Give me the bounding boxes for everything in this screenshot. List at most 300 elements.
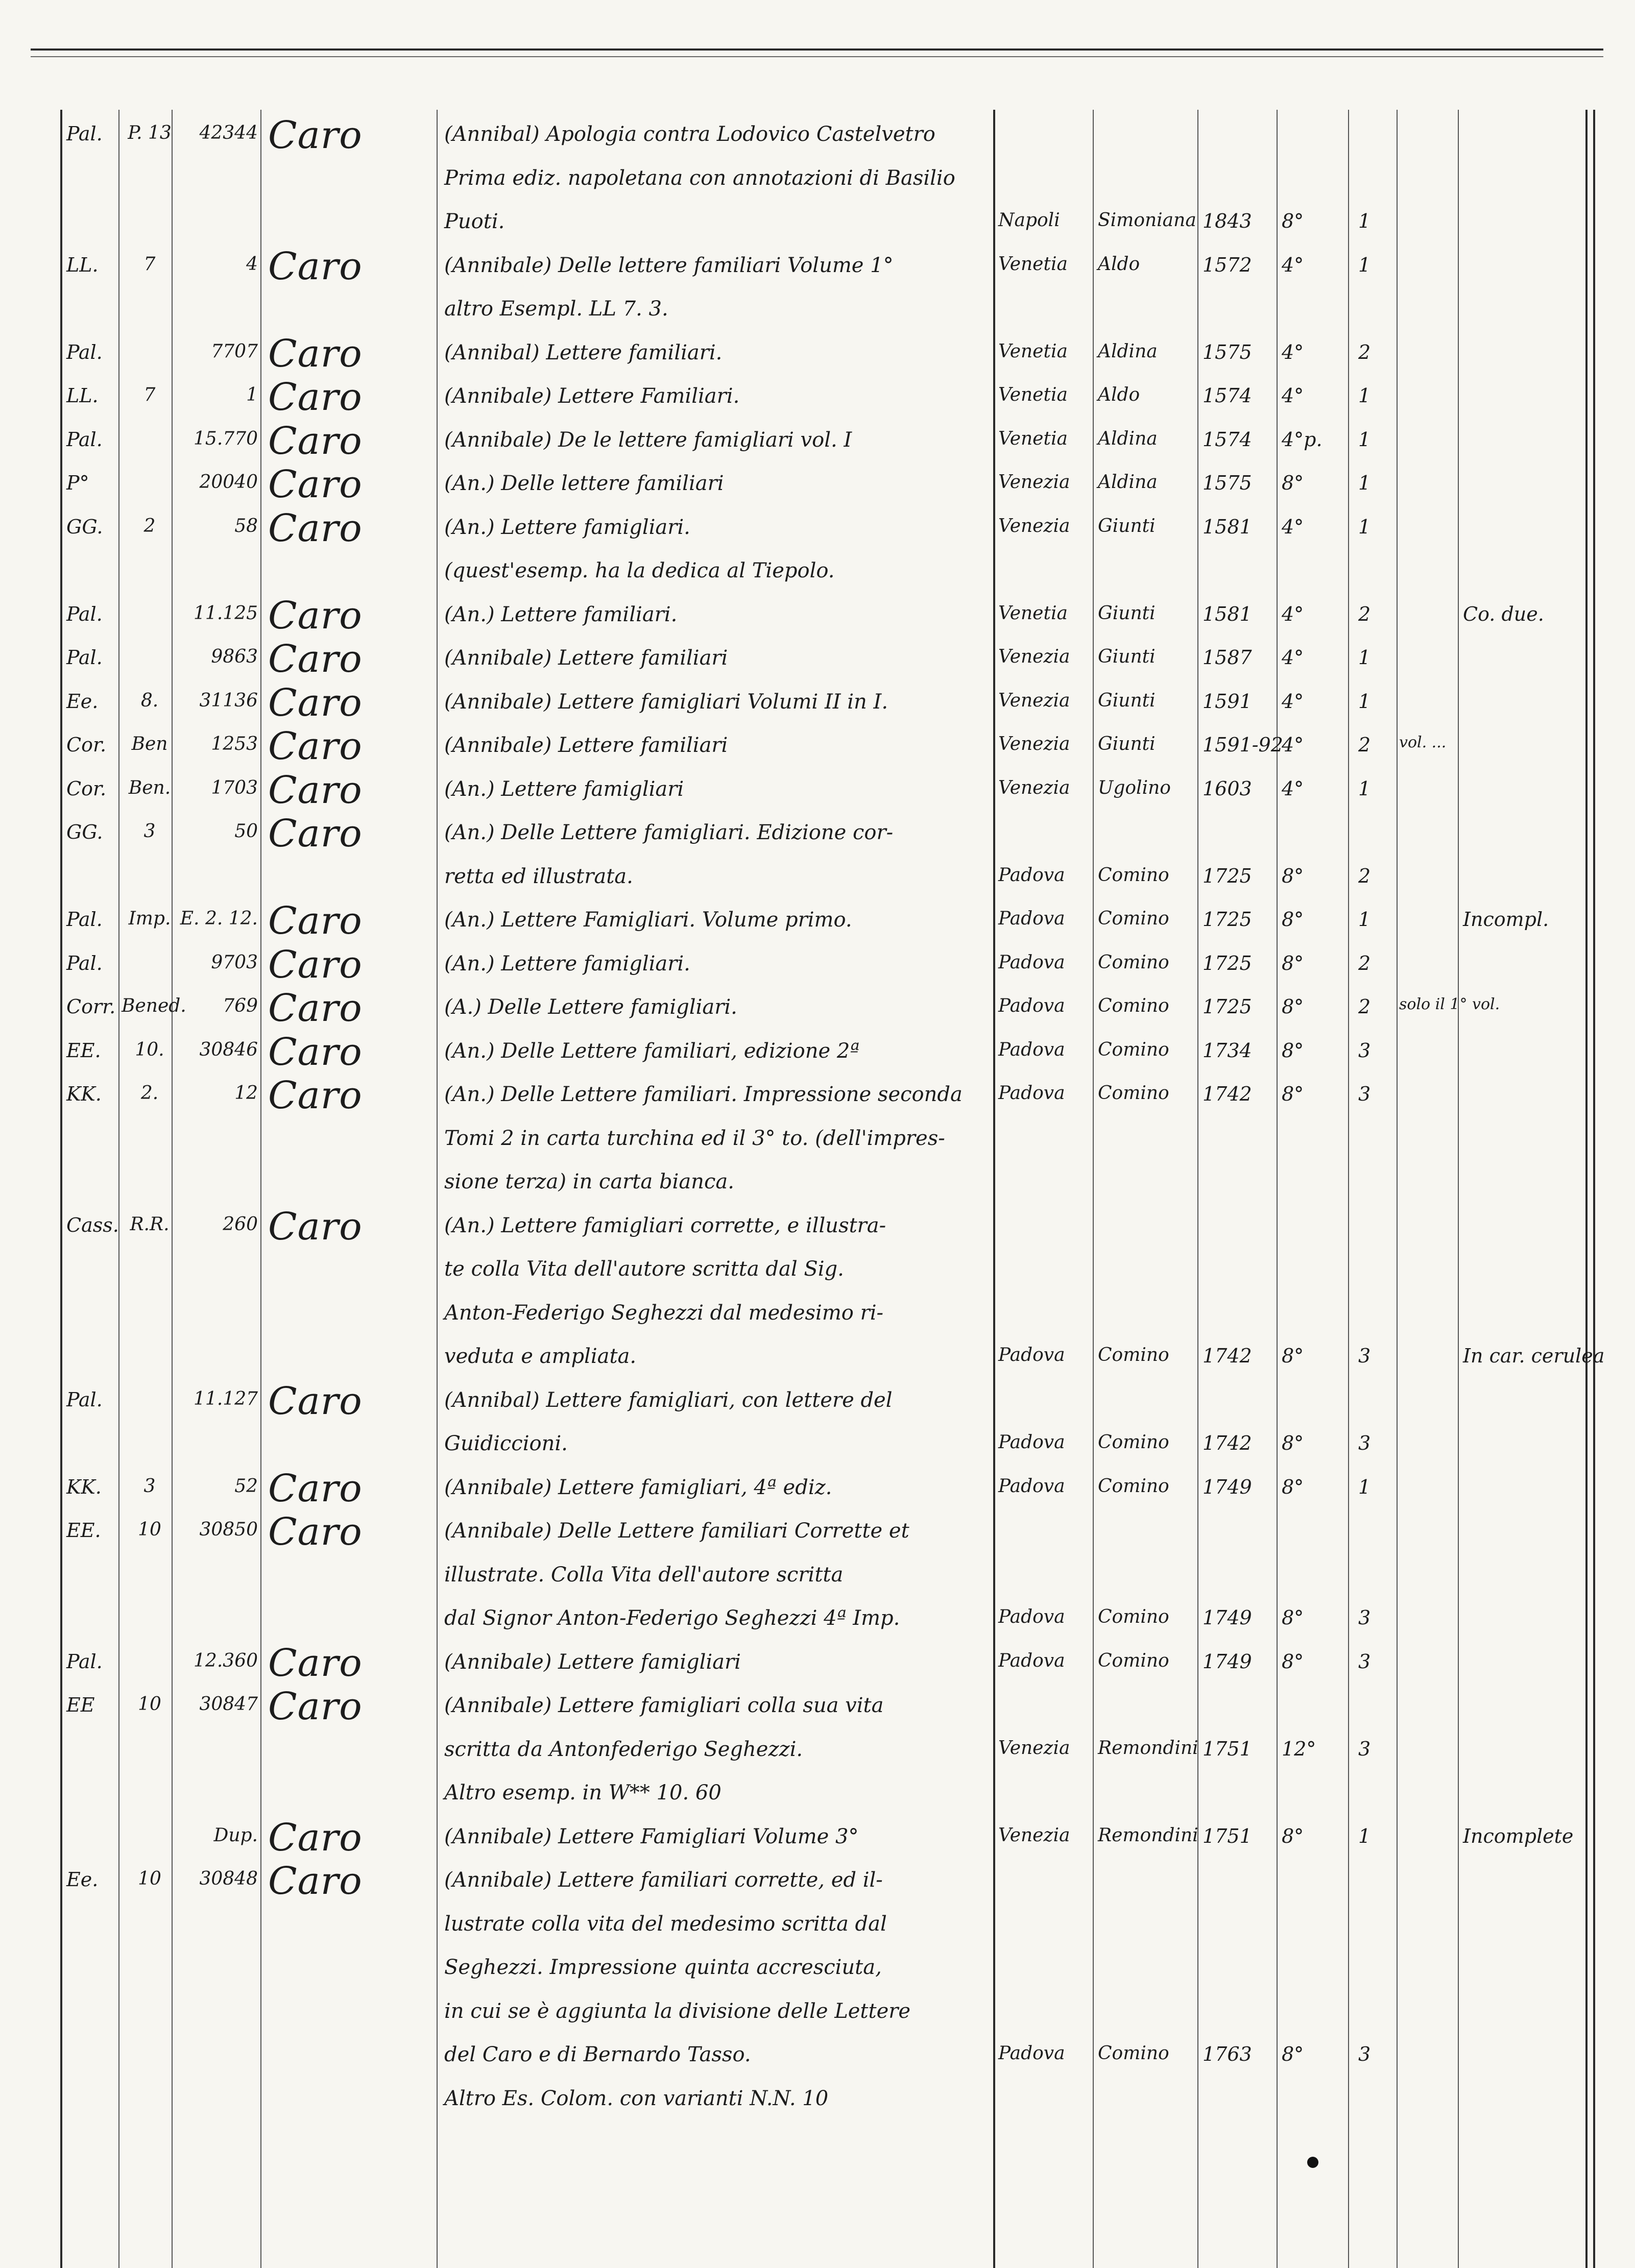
- shelf-mark: 2.: [140, 1083, 159, 1104]
- publication-city: Padova: [998, 2043, 1065, 2064]
- volume-count: 3: [1358, 1345, 1371, 1367]
- book-format: 8°: [1282, 1650, 1304, 1673]
- shelf-mark: 3: [143, 821, 156, 842]
- entry-title: (Annibale) Lettere Familiari.: [444, 384, 740, 408]
- shelf-location: Ee.: [66, 1868, 99, 1891]
- margin-note: solo il 1° vol.: [1399, 995, 1500, 1013]
- publication-year: 1751: [1203, 1737, 1252, 1760]
- catalogue-entry: [0, 1859, 1635, 1912]
- entry-title-continuation: Tomi 2 in carta turchina ed il 3° to. (dell'impres-: [444, 1126, 945, 1150]
- remark: Incompl.: [1463, 908, 1549, 931]
- author-name: Caro: [268, 724, 363, 768]
- publication-city: Padova: [998, 908, 1065, 929]
- catalogue-entry: [0, 1379, 1635, 1432]
- entry-continuation-line: [0, 1606, 1635, 1650]
- volume-count: 2: [1358, 995, 1371, 1018]
- publication-city: Venetia: [998, 428, 1068, 449]
- publication-city: Padova: [998, 1606, 1065, 1627]
- author-name: Caro: [268, 331, 363, 376]
- publication-year: 1575: [1203, 472, 1252, 494]
- entry-continuation-line: [0, 210, 1635, 253]
- publisher-name: Giunti: [1098, 734, 1156, 754]
- book-format: 8°: [1282, 908, 1304, 931]
- entry-continuation-line: [0, 1781, 1635, 1824]
- shelf-mark: 7: [143, 384, 156, 405]
- volume-count: 3: [1358, 1039, 1371, 1062]
- catalogue-number: 9863: [211, 646, 258, 667]
- entry-title-continuation: Puoti.: [444, 210, 505, 233]
- book-format: 12°: [1282, 1737, 1316, 1760]
- entry-continuation-line: [0, 1956, 1635, 1999]
- catalogue-number: 20040: [199, 472, 258, 493]
- entry-title: (An.) Lettere famigliari.: [444, 515, 690, 539]
- catalogue-entry: [0, 768, 1635, 821]
- volume-count: 2: [1358, 734, 1371, 756]
- catalogue-number: 52: [234, 1475, 258, 1497]
- author-name: Caro: [268, 113, 363, 157]
- publication-city: Napoli: [998, 210, 1060, 231]
- book-format: 4°: [1282, 734, 1304, 756]
- publication-year: 1572: [1203, 253, 1252, 276]
- entry-title-continuation: altro Esempl. LL 7. 3.: [444, 297, 668, 321]
- volume-count: 2: [1358, 952, 1371, 974]
- shelf-location: Cor.: [66, 734, 107, 756]
- shelf-location: Cass.: [66, 1213, 119, 1236]
- author-name: Caro: [268, 1030, 363, 1074]
- publication-year: 1574: [1203, 384, 1252, 407]
- catalogue-entry: [0, 1030, 1635, 1083]
- publication-city: Venetia: [998, 253, 1068, 275]
- book-format: 8°: [1282, 1432, 1304, 1454]
- author-name: Caro: [268, 1641, 363, 1685]
- entry-title-continuation: (quest'esemp. ha la dedica al Tiepolo.: [444, 559, 835, 582]
- book-format: 8°: [1282, 864, 1304, 887]
- author-name: Caro: [268, 1466, 363, 1510]
- shelf-location: EE.: [66, 1039, 101, 1062]
- shelf-location: Pal.: [66, 908, 103, 931]
- publisher-name: Comino: [1098, 995, 1169, 1016]
- shelf-location: Corr.: [66, 995, 116, 1018]
- shelf-location: Pal.: [66, 646, 103, 669]
- publication-year: 1751: [1203, 1824, 1252, 1847]
- catalogue-entry: [0, 244, 1635, 297]
- entry-title: (Annibale) Lettere famigliari: [444, 1650, 741, 1674]
- top-rule: [31, 48, 1603, 51]
- catalogue-number: Dup.: [213, 1824, 258, 1846]
- entry-continuation-line: [0, 1127, 1635, 1170]
- publication-city: Venezia: [998, 472, 1070, 493]
- volume-count: 3: [1358, 2043, 1371, 2065]
- publication-city: Venezia: [998, 1824, 1070, 1846]
- entry-title: (An.) Lettere famigliari corrette, e illustra-: [444, 1213, 886, 1237]
- publication-city: Venezia: [998, 1737, 1070, 1759]
- publisher-name: Comino: [1098, 1475, 1169, 1497]
- publisher-name: Comino: [1098, 864, 1169, 886]
- catalogue-number: 50: [234, 821, 258, 842]
- author-name: Caro: [268, 1685, 363, 1728]
- publisher-name: Comino: [1098, 1345, 1169, 1365]
- shelf-location: Pal.: [66, 123, 103, 145]
- publisher-name: Remondini: [1098, 1737, 1198, 1759]
- entry-title: (Annibale) Lettere famigliari Volumi II in I.: [444, 690, 888, 714]
- catalogue-entry: [0, 1204, 1635, 1257]
- catalogue-number: 15.770: [194, 428, 258, 449]
- shelf-mark: 10.: [135, 1039, 164, 1060]
- publication-year: 1575: [1203, 340, 1252, 363]
- publication-city: Venezia: [998, 734, 1070, 754]
- shelf-location: LL.: [66, 253, 99, 276]
- publisher-name: Simoniana: [1098, 210, 1196, 231]
- publisher-name: Aldina: [1098, 472, 1158, 493]
- catalogue-entry: [0, 1685, 1635, 1737]
- author-name: Caro: [268, 680, 363, 725]
- author-name: Caro: [268, 1379, 363, 1423]
- shelf-mark: 2: [143, 515, 156, 536]
- catalogue-entry: [0, 375, 1635, 428]
- publisher-name: Ugolino: [1098, 777, 1171, 798]
- entry-continuation-line: [0, 1563, 1635, 1606]
- catalogue-number: 12.360: [194, 1650, 258, 1671]
- entry-title-continuation: sione terza) in carta bianca.: [444, 1170, 734, 1193]
- catalogue-entry: [0, 331, 1635, 384]
- entry-title-continuation: dal Signor Anton-Federigo Seghezzi 4ª Imp.: [444, 1606, 900, 1630]
- remark: In car. cerulea: [1463, 1345, 1605, 1367]
- shelf-location: Pal.: [66, 1650, 103, 1673]
- entry-title: (Annibale) Delle lettere familiari Volume 1°: [444, 253, 894, 277]
- publication-year: 1742: [1203, 1432, 1252, 1454]
- entry-title: (An.) Delle Lettere famigliari. Edizione cor-: [444, 821, 894, 844]
- author-name: Caro: [268, 1815, 363, 1860]
- entry-title: (An.) Delle Lettere familiari, edizione 2ª: [444, 1039, 860, 1063]
- volume-count: 1: [1358, 1824, 1371, 1847]
- catalogue-number: 769: [223, 995, 258, 1016]
- publication-year: 1725: [1203, 952, 1252, 974]
- entry-title-continuation: Anton-Federigo Seghezzi dal medesimo ri-: [444, 1301, 883, 1325]
- book-format: 4°: [1282, 690, 1304, 713]
- publication-year: 1603: [1203, 777, 1252, 800]
- publisher-name: Comino: [1098, 2043, 1169, 2064]
- shelf-location: KK.: [66, 1475, 102, 1498]
- entry-title-continuation: veduta e ampliata.: [444, 1345, 637, 1368]
- book-format: 4°: [1282, 384, 1304, 407]
- catalogue-entry: [0, 899, 1635, 952]
- book-format: 8°: [1282, 995, 1304, 1018]
- book-format: 8°: [1282, 210, 1304, 232]
- publication-city: Venetia: [998, 384, 1068, 405]
- shelf-location: LL.: [66, 384, 99, 407]
- catalogue-number: 31136: [199, 690, 258, 711]
- publication-city: Venezia: [998, 515, 1070, 536]
- author-name: Caro: [268, 812, 363, 856]
- publisher-name: Comino: [1098, 952, 1169, 973]
- book-format: 8°: [1282, 1475, 1304, 1498]
- entry-title-continuation: illustrate. Colla Vita dell'autore scritta: [444, 1563, 844, 1587]
- publisher-name: Comino: [1098, 1432, 1169, 1453]
- catalogue-number: 30850: [199, 1519, 258, 1540]
- publisher-name: Giunti: [1098, 646, 1156, 667]
- entry-continuation-line: [0, 865, 1635, 908]
- publication-city: Padova: [998, 864, 1065, 886]
- publication-year: 1843: [1203, 210, 1252, 232]
- publication-year: 1725: [1203, 864, 1252, 887]
- entry-continuation-line: [0, 559, 1635, 602]
- shelf-location: P°: [66, 472, 89, 494]
- entry-continuation-line: [0, 1432, 1635, 1475]
- entry-title: (Annibale) Delle Lettere familiari Corrette et: [444, 1519, 909, 1543]
- catalogue-number: 12: [234, 1083, 258, 1104]
- catalogue-entry: [0, 113, 1635, 166]
- entry-title-continuation: del Caro e di Bernardo Tasso.: [444, 2043, 751, 2066]
- shelf-location: Cor.: [66, 777, 107, 800]
- shelf-mark: R.R.: [130, 1213, 170, 1235]
- publisher-name: Giunti: [1098, 515, 1156, 536]
- volume-count: 1: [1358, 428, 1371, 451]
- shelf-mark: 10: [138, 1868, 161, 1889]
- remark: Co. due.: [1463, 602, 1544, 625]
- entry-title: (Annibale) Lettere familiari corrette, ed il-: [444, 1868, 883, 1892]
- publisher-name: Aldina: [1098, 428, 1158, 449]
- volume-count: 1: [1358, 210, 1371, 232]
- shelf-location: GG.: [66, 821, 103, 843]
- entry-title: (An.) Lettere famigliari.: [444, 952, 690, 976]
- catalogue-entry: [0, 1510, 1635, 1563]
- entry-continuation-line: [0, 1345, 1635, 1388]
- entry-title-continuation: Altro Es. Colom. con varianti N.N. 10: [444, 2086, 829, 2110]
- shelf-location: Pal.: [66, 1388, 103, 1411]
- author-name: Caro: [268, 899, 363, 943]
- publication-year: 1763: [1203, 2043, 1252, 2065]
- publication-city: Padova: [998, 1083, 1065, 1104]
- shelf-mark: Ben: [131, 734, 168, 754]
- publication-year: 1725: [1203, 995, 1252, 1018]
- author-name: Caro: [268, 1074, 363, 1117]
- author-name: Caro: [268, 1204, 363, 1249]
- author-name: Caro: [268, 375, 363, 419]
- catalogue-number: 4: [246, 253, 258, 275]
- entry-continuation-line: [0, 1301, 1635, 1345]
- publication-year: 1587: [1203, 646, 1252, 669]
- author-name: Caro: [268, 986, 363, 1030]
- book-format: 8°: [1282, 1083, 1304, 1105]
- book-format: 8°: [1282, 952, 1304, 974]
- shelf-mark: Imp.: [128, 908, 171, 929]
- entry-title: (A.) Delle Lettere famigliari.: [444, 995, 737, 1019]
- publisher-name: Giunti: [1098, 602, 1156, 624]
- publisher-name: Aldina: [1098, 340, 1158, 362]
- entry-title: (Annibale) Lettere familiari: [444, 734, 728, 757]
- publication-city: Padova: [998, 995, 1065, 1016]
- entry-title-continuation: Altro esemp. in W** 10. 60: [444, 1781, 722, 1804]
- entry-continuation-line: [0, 166, 1635, 210]
- shelf-location: GG.: [66, 515, 103, 538]
- catalogue-number: 1703: [211, 777, 258, 798]
- margin-note: vol. ...: [1399, 734, 1447, 751]
- shelf-location: KK.: [66, 1083, 102, 1105]
- catalogue-number: E. 2. 12.: [180, 908, 258, 929]
- book-format: 4°: [1282, 340, 1304, 363]
- catalogue-entry: [0, 680, 1635, 734]
- catalogue-entry: [0, 1815, 1635, 1868]
- entry-title: (Annibale) Lettere famigliari, 4ª ediz.: [444, 1475, 832, 1499]
- volume-count: 1: [1358, 384, 1371, 407]
- volume-count: 2: [1358, 864, 1371, 887]
- catalogue-number: 58: [234, 515, 258, 536]
- publication-year: 1742: [1203, 1345, 1252, 1367]
- book-format: 8°: [1282, 472, 1304, 494]
- publication-year: 1742: [1203, 1083, 1252, 1105]
- book-format: 8°: [1282, 2043, 1304, 2065]
- author-name: Caro: [268, 462, 363, 506]
- publication-city: Padova: [998, 1345, 1065, 1365]
- author-name: Caro: [268, 1510, 363, 1554]
- volume-count: 3: [1358, 1650, 1371, 1673]
- catalogue-entry: [0, 419, 1635, 472]
- entry-title: (Annibal) Lettere familiari.: [444, 340, 723, 364]
- catalogue-number: 9703: [211, 952, 258, 973]
- publication-year: 1581: [1203, 515, 1252, 538]
- entry-continuation-line: [0, 1912, 1635, 1956]
- entry-continuation-line: [0, 2043, 1635, 2086]
- volume-count: 1: [1358, 472, 1371, 494]
- publication-city: Padova: [998, 1432, 1065, 1453]
- book-format: 8°: [1282, 1039, 1304, 1062]
- publisher-name: Giunti: [1098, 690, 1156, 711]
- entry-continuation-line: [0, 297, 1635, 340]
- author-name: Caro: [268, 593, 363, 638]
- shelf-mark: Bened.: [122, 995, 186, 1016]
- entry-title: (An.) Lettere familiari.: [444, 602, 678, 626]
- top-rule-thin: [31, 56, 1603, 57]
- publisher-name: Aldo: [1098, 253, 1140, 275]
- publication-city: Venetia: [998, 340, 1068, 362]
- entry-title: (Annibale) Lettere familiari: [444, 646, 728, 670]
- publication-year: 1574: [1203, 428, 1252, 451]
- entry-title-continuation: lustrate colla vita del medesimo scritta dal: [444, 1912, 887, 1936]
- catalogue-number: 260: [223, 1213, 258, 1235]
- volume-count: 1: [1358, 1475, 1371, 1498]
- catalogue-number: 42344: [199, 123, 258, 143]
- entry-title-continuation: Seghezzi. Impressione quinta accresciuta,: [444, 1956, 882, 1979]
- publication-year: 1725: [1203, 908, 1252, 931]
- catalogue-entry: [0, 812, 1635, 864]
- publisher-name: Comino: [1098, 908, 1169, 929]
- catalogue-entry: [0, 637, 1635, 690]
- catalogue-entry: [0, 506, 1635, 559]
- volume-count: 1: [1358, 515, 1371, 538]
- catalogue-entry: [0, 942, 1635, 995]
- publication-year: 1749: [1203, 1475, 1252, 1498]
- shelf-location: Pal.: [66, 952, 103, 974]
- publication-year: 1581: [1203, 602, 1252, 625]
- publication-year: 1591-92: [1203, 734, 1283, 756]
- remark: Incomplete: [1463, 1824, 1574, 1847]
- entry-title-continuation: Guidiccioni.: [444, 1432, 568, 1455]
- entry-continuation-line: [0, 1170, 1635, 1213]
- entry-title: (Annibal) Apologia contra Lodovico Castelvetro: [444, 123, 935, 146]
- entry-title-continuation: Prima ediz. napoletana con annotazioni di Basilio: [444, 166, 955, 190]
- shelf-mark: 8.: [140, 690, 159, 711]
- entry-continuation-line: [0, 1257, 1635, 1301]
- volume-count: 3: [1358, 1083, 1371, 1105]
- publication-city: Padova: [998, 952, 1065, 973]
- catalogue-entry: [0, 1074, 1635, 1126]
- shelf-location: EE.: [66, 1519, 101, 1542]
- entry-continuation-line: [0, 2087, 1635, 2130]
- publication-year: 1734: [1203, 1039, 1252, 1062]
- volume-count: 1: [1358, 253, 1371, 276]
- entry-title: (Annibale) Lettere Famigliari Volume 3°: [444, 1824, 859, 1848]
- entry-title-continuation: retta ed illustrata.: [444, 864, 633, 888]
- entry-title: (An.) Lettere Famigliari. Volume primo.: [444, 908, 852, 932]
- shelf-location: Pal.: [66, 602, 103, 625]
- volume-count: 1: [1358, 646, 1371, 669]
- catalogue-number: 30848: [199, 1868, 258, 1889]
- publication-year: 1591: [1203, 690, 1252, 713]
- author-name: Caro: [268, 506, 363, 550]
- catalogue-number: 11.125: [194, 602, 258, 624]
- author-name: Caro: [268, 244, 363, 288]
- entry-title: (An.) Delle Lettere familiari. Impressione seconda: [444, 1083, 963, 1106]
- shelf-location: Pal.: [66, 340, 103, 363]
- volume-count: 1: [1358, 777, 1371, 800]
- publication-year: 1749: [1203, 1650, 1252, 1673]
- entry-title: (An.) Lettere famigliari: [444, 777, 684, 801]
- catalogue-entry: [0, 1466, 1635, 1519]
- volume-count: 1: [1358, 690, 1371, 713]
- entry-title: (Annibal) Lettere famigliari, con lettere del: [444, 1388, 893, 1412]
- shelf-location: EE: [66, 1694, 95, 1716]
- book-format: 4°p.: [1282, 428, 1323, 451]
- book-format: 8°: [1282, 1824, 1304, 1847]
- publisher-name: Remondini: [1098, 1824, 1198, 1846]
- publication-city: Venezia: [998, 646, 1070, 667]
- book-format: 4°: [1282, 515, 1304, 538]
- publication-city: Venezia: [998, 777, 1070, 798]
- catalogue-entry: [0, 462, 1635, 515]
- catalogue-number: 7707: [211, 340, 258, 362]
- volume-count: 3: [1358, 1432, 1371, 1454]
- entry-title-continuation: te colla Vita dell'autore scritta dal Sig.: [444, 1257, 844, 1281]
- author-name: Caro: [268, 637, 363, 681]
- volume-count: 2: [1358, 340, 1371, 363]
- publication-city: Venetia: [998, 602, 1068, 624]
- entry-title-continuation: scritta da Antonfederigo Seghezzi.: [444, 1737, 803, 1761]
- shelf-location: Ee.: [66, 690, 99, 713]
- book-format: 8°: [1282, 1345, 1304, 1367]
- entry-continuation-line: [0, 1738, 1635, 1781]
- catalogue-number: 11.127: [194, 1388, 258, 1409]
- publication-city: Padova: [998, 1475, 1065, 1497]
- shelf-mark: Ben.: [128, 777, 171, 798]
- publication-city: Venezia: [998, 690, 1070, 711]
- entry-continuation-line: [0, 1999, 1635, 2043]
- shelf-mark: 10: [138, 1694, 161, 1715]
- book-format: 8°: [1282, 1606, 1304, 1629]
- shelf-location: Pal.: [66, 428, 103, 451]
- shelf-mark: 10: [138, 1519, 161, 1540]
- publication-year: 1749: [1203, 1606, 1252, 1629]
- publisher-name: Aldo: [1098, 384, 1140, 405]
- volume-count: 2: [1358, 602, 1371, 625]
- catalogue-number: 1253: [211, 734, 258, 754]
- book-format: 4°: [1282, 602, 1304, 625]
- catalogue-entry: [0, 724, 1635, 777]
- shelf-mark: 3: [143, 1475, 156, 1497]
- volume-count: 3: [1358, 1606, 1371, 1629]
- publisher-name: Comino: [1098, 1650, 1169, 1671]
- shelf-mark: P. 13: [128, 123, 172, 143]
- catalogue-entry: [0, 986, 1635, 1039]
